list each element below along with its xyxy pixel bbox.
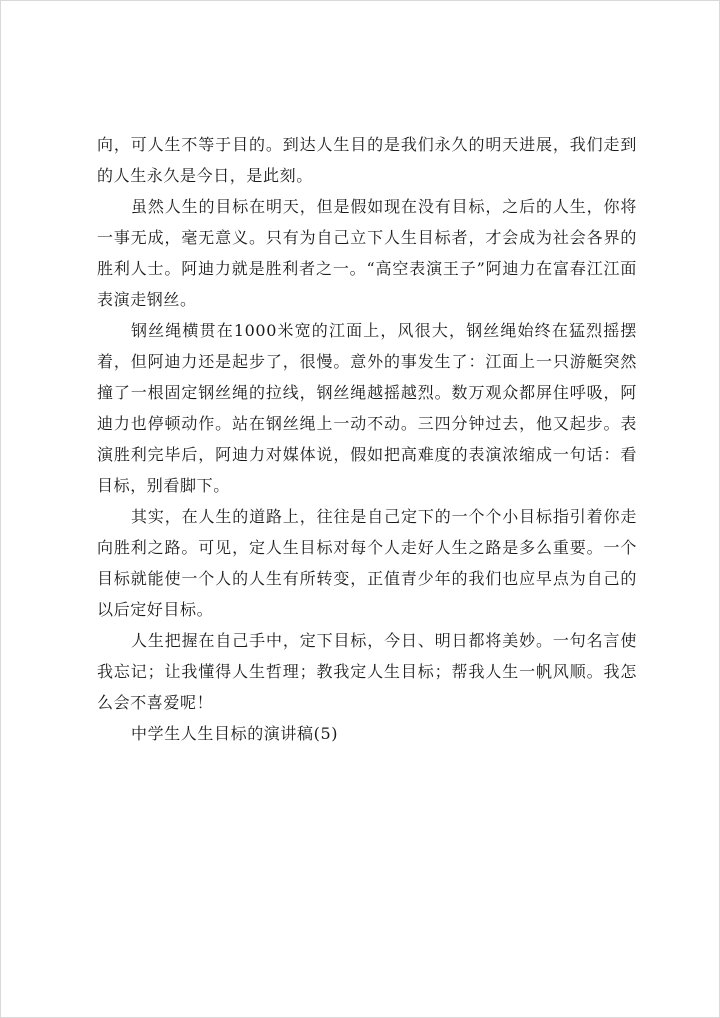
paragraph-tightrope-story: 钢丝绳横贯在1000米宽的江面上，风很大，钢丝绳始终在猛烈摇摆着，但阿迪力还是起步了，很慢。意外的事发生了：江面上一只游艇突然撞了一根固定钢丝绳的拉线，钢丝绳越摇越烈。数万观众都屏住呼吸，阿迪力也停顿动作。站在钢丝绳上一动不动。三四分钟过去，他又起步。表演胜利完毕后，阿迪力对媒体说，假如把高难度的表演浓缩成一句话：看目标，别看脚下。 xyxy=(97,321,637,495)
document-body xyxy=(97,129,637,749)
paragraph-goal-tomorrow: 虽然人生的目标在明天，但是假如现在没有目标，之后的人生，你将一事无成，毫无意义。只有为自己立下人生目标者，才会成为社会各界的胜利人士。阿迪力就是胜利者之一。“高空表演王子”阿迪力在富春江江面表演走钢丝。 xyxy=(97,197,637,309)
section-heading: 中学生人生目标的演讲稿(5) xyxy=(131,724,339,743)
paragraph-small-goals: 其实，在人生的道路上，往往是自己定下的一个个小目标指引着你走向胜利之路。可见，定人生目标对每个人走好人生之路是多么重要。一个目标就能使一个人的人生有所转变，正值青少年的我们也应早点为自己的以后定好目标。 xyxy=(97,507,637,619)
paragraph-continuation: 向，可人生不等于目的。到达人生目的是我们永久的明天进展，我们走到的人生永久是今日，是此刻。 xyxy=(97,135,637,185)
paragraph-life-in-hand: 人生把握在自己手中，定下目标，今日、明日都将美妙。一句名言使我忘记；让我懂得人生哲理；教我定人生目标；帮我人生一帆风顺。我怎么会不喜爱呢！ xyxy=(97,631,637,712)
